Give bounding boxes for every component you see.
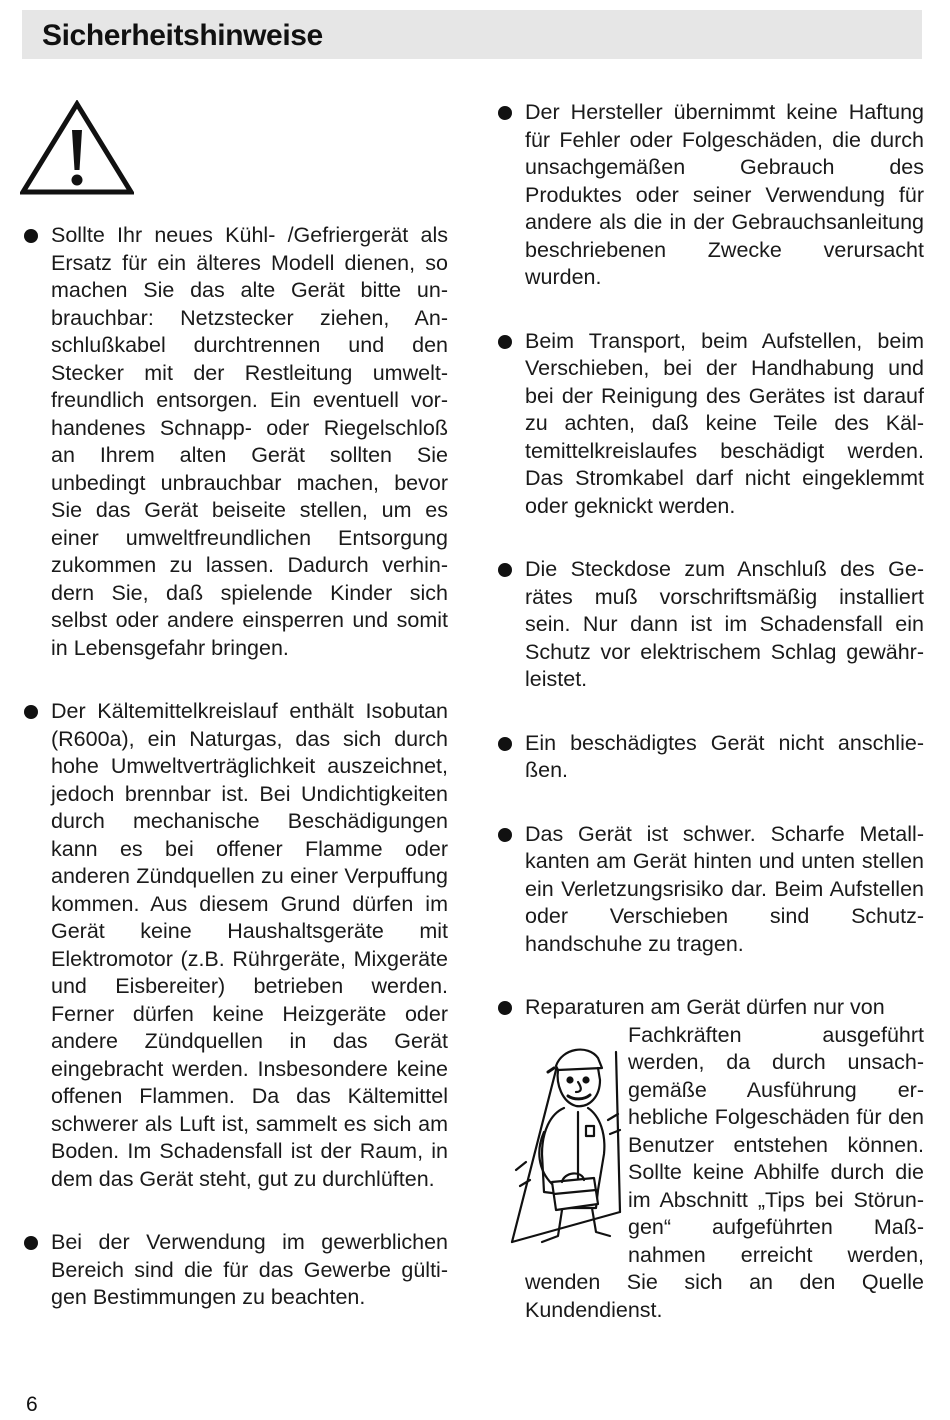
item-text: Das Gerät ist schwer. Scharfe Metallkanten am Gerät hinten und unten stellen ein Verletzungsrisiko dar. Beim Aufstellen oder Verschieben sind Schutzhandschuhe zu tragen. xyxy=(525,821,924,956)
bullet-icon xyxy=(498,335,512,349)
list-item xyxy=(498,328,924,521)
list-item-repairs xyxy=(498,994,924,1324)
bullet-icon xyxy=(498,828,512,842)
warning-triangle-icon xyxy=(20,100,134,196)
item-text: Sollte Ihr neues Kühl- /Gefriergerät als Ersatz für ein älteres Modell dienen, so machen Sie das alte Gerät bitte unbrauchbar: Netzstecker ziehen, Anschlußkabel durchtrennen und den Stecker mit der Restleitung umweltfreundlich entsorgen. Ein eventuell vorhandenes Schnapp- oder Riegelschloß an Ihrem alten Gerät sollten Sie unbedingt unbrauchbar machen, bevor Sie das Gerät beiseite stellen, um es einer umweltfreundlichen Entsorgung zukommen zu lassen. Dadurch verhindern Sie, daß spielende Kinder sich selbst oder andere einsperren und somit in Lebensgefahr bringen. xyxy=(51,223,448,660)
bullet-icon xyxy=(498,737,512,751)
section-header xyxy=(22,10,922,59)
bullet-icon xyxy=(498,1001,512,1015)
list-item xyxy=(24,222,448,662)
left-column xyxy=(24,222,448,1348)
list-item xyxy=(498,99,924,292)
list-item xyxy=(498,821,924,959)
item-text: Ein beschädigtes Gerät nicht anschließen. xyxy=(525,730,924,782)
page-number: 6 xyxy=(26,1393,38,1416)
item-text xyxy=(525,994,924,1324)
item-text: Der Hersteller übernimmt keine Haftung für Fehler oder Folgeschäden, die durch unsachgemäßen Gebrauch des Produktes oder seiner Verwendung für andere als die in der Gebrauchsanleitung beschriebenen Zwecke verursacht wurden. xyxy=(525,100,924,289)
bullet-icon xyxy=(24,229,38,243)
page-title: Sicherheitshinweise xyxy=(42,19,323,52)
mechanic-illustration xyxy=(498,1022,628,1257)
list-item xyxy=(498,730,924,785)
bullet-icon xyxy=(24,705,38,719)
item-text: Die Steckdose zum Anschluß des Gerätes muß vorschriftsmäßig installiert sein. Nur dann ist im Schadensfall ein Schutz vor elektrischem Schlag gewährleistet. xyxy=(525,557,924,691)
item-first-line: Reparaturen am Gerät dürfen nur von xyxy=(525,995,885,1019)
list-item xyxy=(24,1229,448,1312)
bullet-icon xyxy=(498,106,512,120)
item-text: Beim Transport, beim Aufstellen, beim Verschieben, bei der Handhabung und bei der Reinigung des Gerätes ist darauf zu achten, daß keine Teile des Kältemittelkreislaufes beschädigt werden. Das Stromkabel darf nicht eingeklemmt oder geknickt werden. xyxy=(525,328,924,518)
list-item xyxy=(24,698,448,1193)
item-text: Bei der Verwendung im gewerblichen Bereich sind die für das Gewerbe gültigen Bestimmungen zu beachten. xyxy=(51,1230,448,1309)
item-text: Der Kältemittelkreislauf enthält Isobutan (R600a), ein Naturgas, das sich durch hohe Umweltverträglichkeit auszeichnet, jedoch brennbar ist. Bei Undichtigkeiten durch mechanische Beschädigungen kann es bei offener Flamme oder anderen Zündquellen zu einer Verpuffung kommen. Aus diesem Grund dürfen im Gerät keine Haushaltsgeräte mit Elektromotor (z.B. Rührgeräte, Mixgeräte und Eisbereiter) betrieben werden. Ferner dürfen keine Heizgeräte oder andere Zündquellen in das Gerät eingebracht werden. Insbesondere keine offenen Flammen. Da das Kältemittel schwerer als Luft ist, sammelt es sich am Boden. Im Schadensfall ist der Raum, in dem das Gerät steht, gut zu durchlüften. xyxy=(51,699,448,1191)
list-item xyxy=(498,556,924,694)
item-text-rest: Fachkräften ausgeführt werden, da durch unsachgemäße Ausführung erhebliche Folgeschäden für den Benutzer entstehen können. Sollte keine Abhilfe durch die im Abschnitt „Tips bei Störungen“ aufgeführten Maßnahmen erreicht werden, wenden Sie sich an den Quelle Kundendienst. xyxy=(525,1022,924,1322)
bullet-icon xyxy=(24,1236,38,1250)
right-column xyxy=(498,99,924,1324)
bullet-icon xyxy=(498,563,512,577)
